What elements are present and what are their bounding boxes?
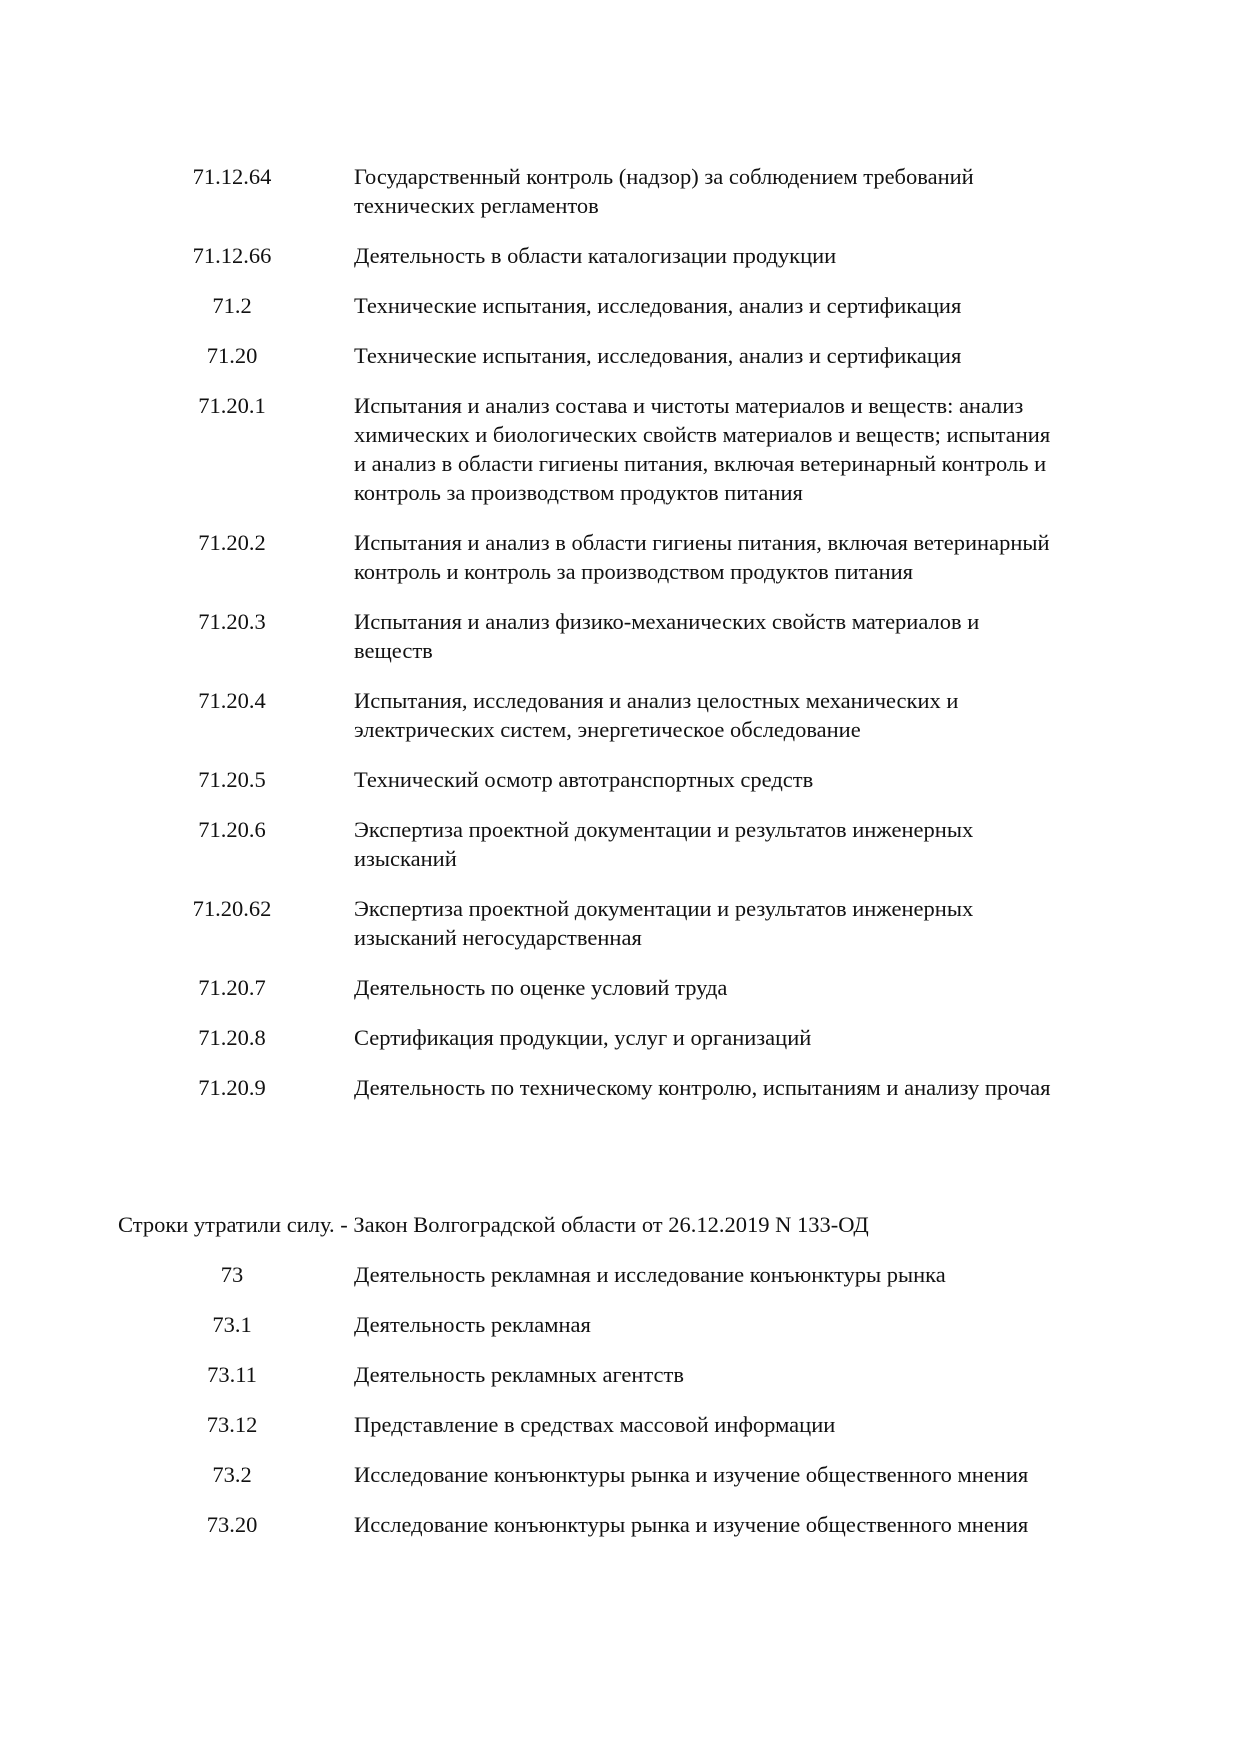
table-row [0, 1073, 1240, 1102]
table-row [0, 765, 1240, 794]
row-description: Испытания, исследования и анализ целостных механических и электрических систем, энергетическое обследование [354, 688, 959, 742]
row-code: 71.20.4 [198, 688, 266, 713]
row-code: 71.20.5 [198, 767, 266, 792]
row-code: 71.12.66 [192, 243, 272, 268]
row-code: 71.20.1 [198, 393, 266, 418]
table-row [0, 1410, 1240, 1439]
classifier-table-section-2 [0, 1260, 1240, 1539]
row-description: Экспертиза проектной документации и результатов инженерных изысканий [354, 817, 974, 871]
row-code: 71.20.9 [198, 1075, 266, 1100]
row-description: Испытания и анализ физико-механических свойств материалов и веществ [354, 609, 980, 663]
row-code: 73 [220, 1262, 244, 1287]
row-description: Деятельность рекламная и исследование конъюнктуры рынка [354, 1262, 946, 1287]
row-description: Представление в средствах массовой информации [354, 1412, 836, 1437]
row-code: 71.20.6 [198, 817, 266, 842]
row-code: 71.20.7 [198, 975, 266, 1000]
table-row [0, 815, 1240, 873]
row-code: 73.12 [206, 1412, 258, 1437]
table-row [0, 162, 1240, 220]
table-row [0, 607, 1240, 665]
row-code: 71.20.8 [198, 1025, 266, 1050]
row-description: Деятельность по техническому контролю, испытаниям и анализу прочая [354, 1075, 1051, 1100]
row-description: Деятельность рекламная [354, 1312, 591, 1337]
row-code: 73.20 [206, 1512, 258, 1537]
row-code: 73.11 [207, 1362, 257, 1387]
row-code: 73.1 [212, 1312, 252, 1337]
row-description: Деятельность в области каталогизации продукции [354, 243, 837, 268]
row-description: Исследование конъюнктуры рынка и изучение общественного мнения [354, 1512, 1029, 1537]
table-row [0, 1310, 1240, 1339]
table-row [0, 686, 1240, 744]
table-row [0, 1260, 1240, 1289]
row-description: Испытания и анализ состава и чистоты материалов и веществ: анализ химических и биологических свойств материалов и веществ; испытания и анализ в области гигиены питания, включая ветеринарный контроль и контроль за производством продуктов питания [354, 393, 1051, 505]
row-code: 71.12.64 [192, 164, 272, 189]
row-description: Технические испытания, исследования, анализ и сертификация [354, 343, 962, 368]
row-description: Технические испытания, исследования, анализ и сертификация [354, 293, 962, 318]
row-description: Экспертиза проектной документации и результатов инженерных изысканий негосударственная [354, 896, 974, 950]
table-row [0, 1510, 1240, 1539]
row-description: Деятельность рекламных агентств [354, 1362, 684, 1387]
repeal-notice: Строки утратили силу. - Закон Волгоградской области от 26.12.2019 N 133-ОД [118, 1212, 869, 1237]
row-description: Испытания и анализ в области гигиены питания, включая ветеринарный контроль и контроль за производством продуктов питания [354, 530, 1050, 584]
row-code: 71.20 [206, 343, 258, 368]
row-description: Государственный контроль (надзор) за соблюдением требований технических регламентов [354, 164, 974, 218]
row-code: 73.2 [212, 1462, 252, 1487]
row-description: Исследование конъюнктуры рынка и изучение общественного мнения [354, 1462, 1029, 1487]
table-row [0, 341, 1240, 370]
row-code: 71.2 [212, 293, 252, 318]
row-code: 71.20.3 [198, 609, 266, 634]
table-row [0, 291, 1240, 320]
classifier-table-section-1 [0, 162, 1240, 1102]
row-description: Деятельность по оценке условий труда [354, 975, 728, 1000]
row-code: 71.20.2 [198, 530, 266, 555]
table-row [0, 241, 1240, 270]
table-row [0, 1360, 1240, 1389]
table-row [0, 973, 1240, 1002]
table-row [0, 1023, 1240, 1052]
table-row [0, 391, 1240, 507]
table-row [0, 528, 1240, 586]
row-description: Технический осмотр автотранспортных средств [354, 767, 814, 792]
table-row [0, 1460, 1240, 1489]
table-row [0, 894, 1240, 952]
row-description: Сертификация продукции, услуг и организаций [354, 1025, 812, 1050]
row-code: 71.20.62 [192, 896, 272, 921]
